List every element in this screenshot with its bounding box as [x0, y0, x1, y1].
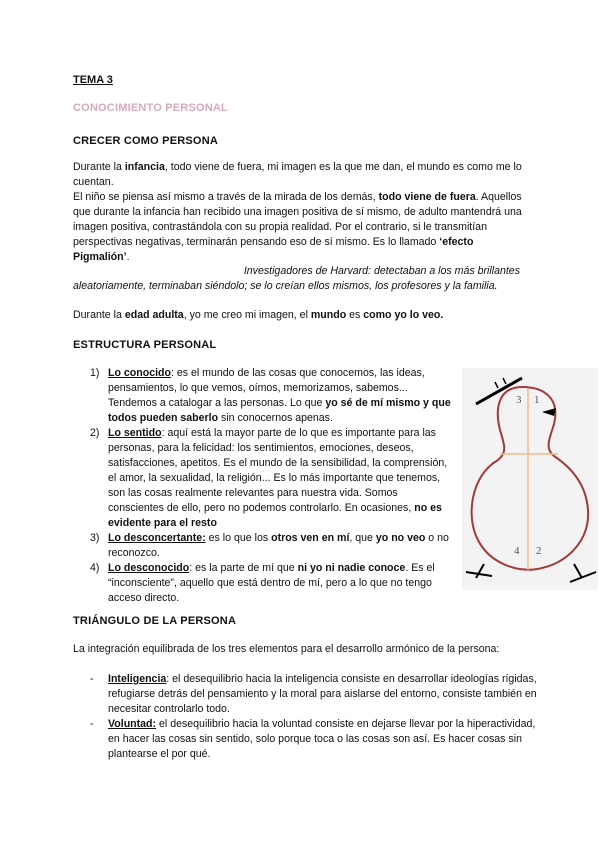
tema-heading: TEMA 3: [73, 74, 113, 86]
estructura-item-2: [90, 426, 452, 531]
crecer-title: CRECER COMO PERSONA: [73, 135, 218, 147]
bold-text: edad adulta: [124, 309, 184, 321]
item-bullet: -: [90, 718, 94, 730]
item-number: 1): [90, 367, 100, 379]
label-4: 4: [514, 545, 520, 557]
label-2: 2: [536, 545, 542, 557]
bold-text: no es evidente para el resto: [108, 502, 442, 529]
text-run: . Es el “inconsciente”, aquello que está dentro de mí, pero a lo que no tengo acceso directo.: [108, 562, 435, 604]
left-leg: [476, 564, 484, 578]
eye-icon: [542, 408, 556, 416]
estructura-item-4: [90, 561, 452, 606]
bold-text: yo no veo: [375, 532, 426, 544]
personality-figure-drawing: [462, 368, 598, 590]
estructura-item-1: [90, 366, 452, 426]
term-label: Lo sentido: [108, 427, 162, 439]
hat-tick: [495, 382, 498, 388]
quote-line-2: aleatoriamente, terminaban siéndolo; se lo creían ellos mismos, los profesores y la familia.: [73, 280, 498, 292]
label-3: 3: [516, 394, 522, 406]
text-run: : es el mundo de las cosas que conocemos, las ideas, pensamientos, lo que vemos, oímos, memorizamos, sabemos... Tendemos a catalogar a las personas. Lo que: [108, 367, 425, 409]
text-run: , yo me creo mi imagen, el: [183, 309, 311, 321]
triangulo-title: TRIÁNGULO DE LA PERSONA: [73, 615, 237, 627]
item-number: 2): [90, 427, 100, 439]
item-text: [108, 532, 449, 559]
text-run: .: [126, 251, 130, 263]
conocimiento-heading: CONOCIMIENTO PERSONAL: [73, 102, 228, 114]
hat-tick: [503, 378, 506, 384]
text-run: : aquí está la mayor parte de lo que es importante para las personas, para la felicidad: los sentimientos, emociones, deseos, satisfacciones, apetitos. Es el mundo de la sensibilidad, la comprensión, el amor, la sexualidad, la religión... Es lo más importante que tenemos, son las cosas realmente relevantes para nuestra vida. Somos conscientes de ello, pero no podemos controlarlo. En ocasiones,: [108, 427, 448, 514]
item-text: [108, 427, 447, 529]
text-run: , que: [349, 532, 376, 544]
bold-text: como yo lo veo.: [363, 309, 444, 321]
term-label: Voluntad:: [108, 718, 157, 730]
right-foot: [570, 572, 596, 582]
item-number: 3): [90, 532, 100, 544]
bold-text: mundo: [310, 309, 347, 321]
term-label: Lo conocido: [108, 367, 171, 379]
bold-text: otros ven en mí: [271, 532, 350, 544]
item-text: [108, 673, 537, 715]
triangulo-list: [90, 672, 540, 762]
bold-text: yo sé de mí mismo y que todos pueden saberlo: [108, 397, 451, 424]
text-run: el desequilibrio hacia la voluntad consiste en dejarse llevar por la hiperactividad, en hacer las cosas sin sentido, solo porque toca o las cosas son así. Es hacer cosas sin plantearse el por qué.: [108, 718, 536, 760]
quote-line-1: Investigadores de Harvard: detectaban a los más brillantes: [243, 265, 520, 277]
item-text: [108, 562, 435, 604]
right-leg: [574, 564, 582, 578]
text-run: Durante la: [73, 161, 125, 173]
text-run: o no reconozco.: [108, 532, 449, 559]
text-run: El niño se piensa así mismo a través de la mirada de los demás,: [73, 191, 379, 203]
text-run: Durante la: [73, 309, 125, 321]
term-label: Inteligencia: [108, 673, 167, 685]
crecer-paragraph-1: [73, 160, 528, 190]
label-1: 1: [534, 394, 540, 406]
estructura-title: ESTRUCTURA PERSONAL: [73, 339, 217, 351]
item-bullet: -: [90, 673, 94, 685]
term-label: Lo desconocido: [108, 562, 190, 574]
item-text: [108, 367, 451, 424]
bold-text: ni yo ni nadie conoce: [297, 562, 406, 574]
text-run: sin conocernos apenas.: [218, 412, 333, 424]
triangulo-intro: La integración equilibrada de los tres elementos para el desarrollo armónico de la persona:: [73, 643, 500, 655]
crecer-paragraph-2: [73, 190, 528, 265]
term-label: Lo desconcertante:: [108, 532, 206, 544]
triangulo-item-voluntad: [90, 717, 540, 762]
text-run: . Aquellos que durante la infancia han recibido una imagen positiva de sí mismo, de adulto mantendrá una imagen positiva, contrastándola con su propia realidad. Por el contrario, si le transmitían perspectivas negativas, terminarán pensando eso de sí mismo. Es lo llamado: [73, 191, 522, 248]
text-run: : es la parte de mí que: [189, 562, 298, 574]
estructura-item-3: [90, 531, 452, 561]
text-run: es: [346, 309, 364, 321]
bold-text: todo viene de fuera: [378, 191, 476, 203]
item-text: [108, 718, 535, 760]
text-run: : el desequilibrio hacia la inteligencia consiste en desarrollar ideologías rígidas, refugiarse detrás del pensamiento y la moral para aislarse del entorno, consiste también en necesitar controlarlo todo.: [108, 673, 537, 715]
text-run: , todo viene de fuera, mi imagen es la que me dan, el mundo es como me lo cuentan.: [73, 161, 522, 188]
item-number: 4): [90, 562, 100, 574]
triangulo-item-inteligencia: [90, 672, 540, 717]
text-run: es lo que los: [205, 532, 272, 544]
bold-text: ‘efecto Pigmalión’: [73, 236, 474, 263]
crecer-paragraph-3: [73, 308, 528, 323]
bold-text: infancia: [124, 161, 165, 173]
estructura-list: [90, 366, 452, 606]
personality-figure: [462, 368, 598, 590]
body-outline: [472, 387, 589, 570]
